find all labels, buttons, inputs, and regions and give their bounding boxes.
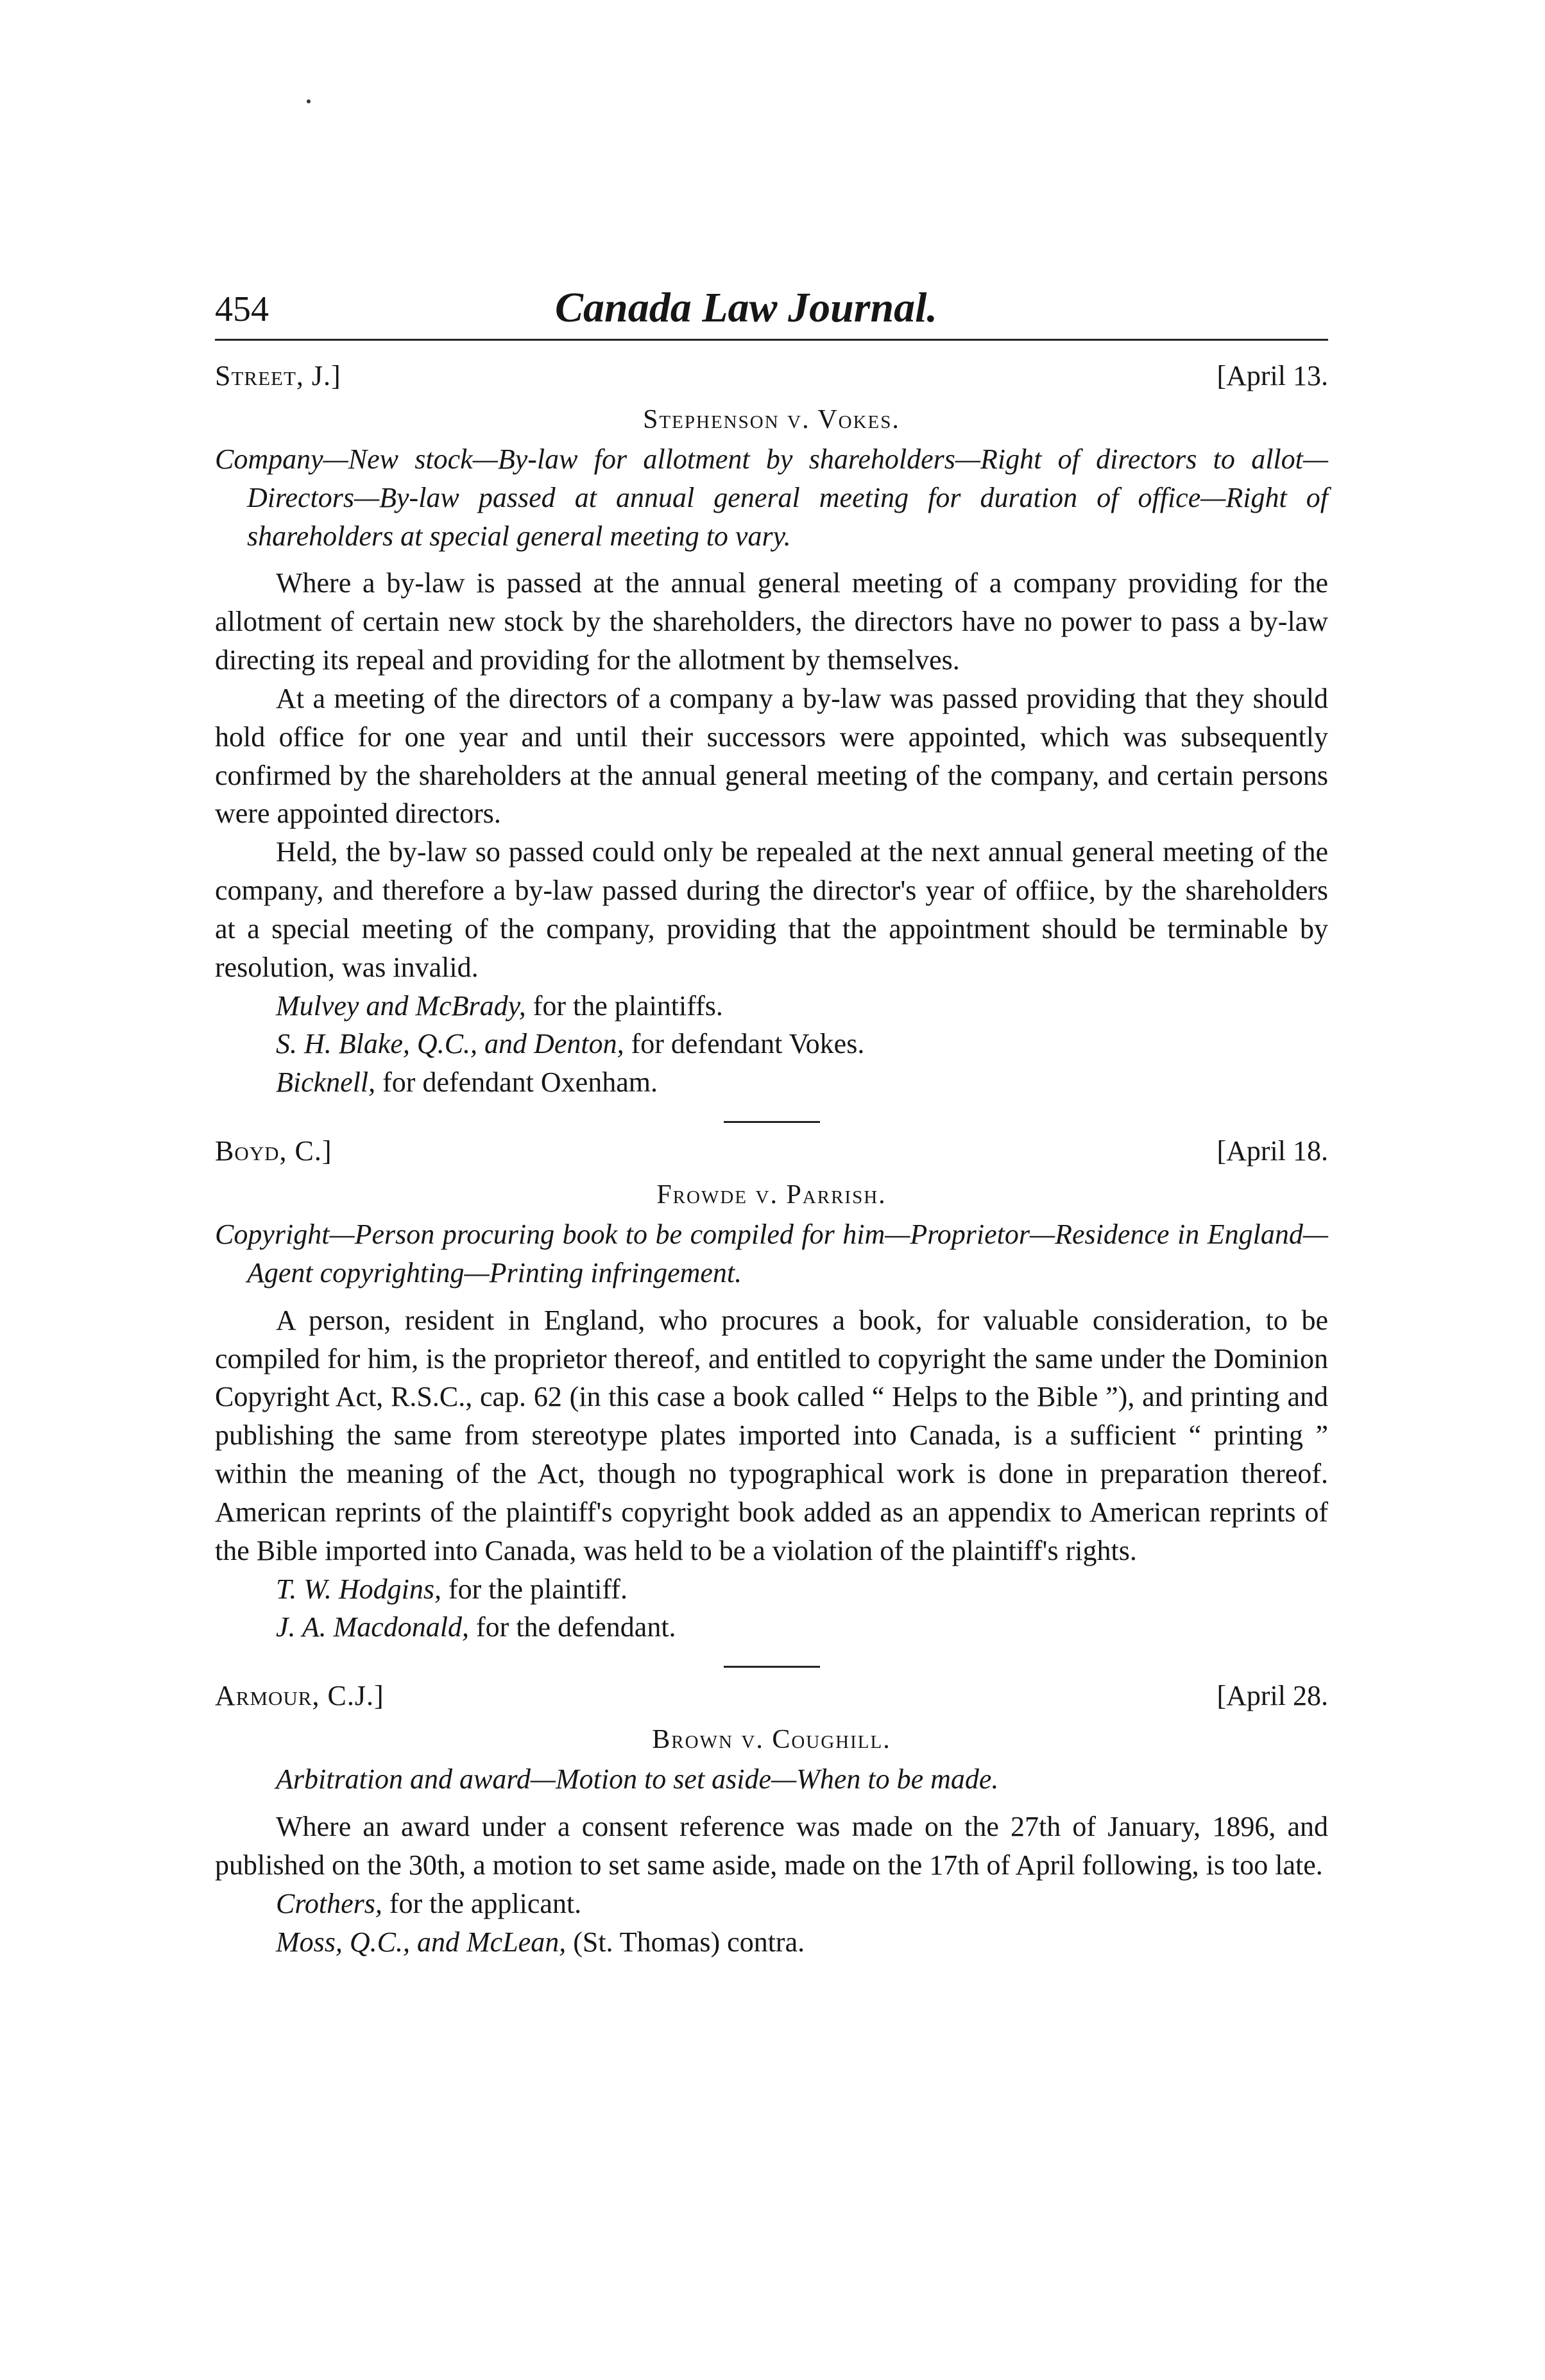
counsel-line (215, 1885, 1328, 1923)
counsel-names: Crothers, (276, 1887, 382, 1919)
paragraph: Where an award under a consent reference was made on the 27th of January, 1896, and published on the 30th, a motion to set same aside, made on the 17th of April following, is too late. (215, 1811, 1328, 1881)
decision-date: [April 13. (1216, 360, 1328, 391)
counsel-role: for the plaintiff. (441, 1573, 627, 1605)
counsel-names: Moss, Q.C., and McLean, (276, 1926, 567, 1958)
counsel-names: T. W. Hodgins, (276, 1573, 441, 1605)
journal-page (215, 270, 1328, 1961)
counsel-role: for the defendant. (469, 1611, 676, 1643)
case-stephenson-v-vokes (215, 359, 1328, 1102)
case-separator (724, 1121, 820, 1123)
headnote: Arbitration and award—Motion to set aside—When to be made. (276, 1763, 999, 1795)
paragraph: At a meeting of the directors of a company a by-law was passed providing that they should hold office for one year and until their successors were appointed, which was subsequently confirmed by the shareholders at the annual general meeting of the company, and certain persons were appointed directors. (215, 682, 1328, 830)
counsel-names: J. A. Macdonald, (276, 1611, 470, 1643)
counsel-line (215, 1570, 1328, 1609)
court-line (215, 359, 1328, 404)
counsel-names: Bicknell, (276, 1066, 376, 1099)
case-name: Stephenson v. Vokes. (643, 405, 900, 434)
journal-title: Canada Law Journal. (555, 284, 937, 331)
court-line (215, 1134, 1328, 1179)
counsel-names: S. H. Blake, Q.C., and Denton, (276, 1028, 624, 1060)
case-separator (724, 1666, 820, 1668)
paragraph: Held, the by-law so passed could only be repealed at the next annual general meeting of the company, and therefore a by-law passed during the director's year of offiice, by the shareholders at a special meeting of the company, providing that the appointment should be terminable by resolution, was invalid. (215, 836, 1328, 983)
judge: Street, J.] (215, 360, 341, 391)
counsel-role: (St. Thomas) contra. (566, 1926, 805, 1958)
counsel-role: for defendant Vokes. (624, 1028, 865, 1060)
counsel-line (215, 987, 1328, 1025)
counsel-line (215, 1025, 1328, 1063)
header-rule (215, 339, 1328, 341)
counsel-line (215, 1063, 1328, 1102)
counsel-role: for the plaintiffs. (525, 989, 723, 1022)
judge: Boyd, C.] (215, 1135, 332, 1167)
headnote: Copyright—Person procuring book to be compiled for him—Proprietor—Residence in England—Agent copyrighting—Printing infringement. (215, 1219, 1328, 1288)
counsel-role: for defendant Oxenham. (375, 1066, 658, 1099)
case-brown-v-coughill (215, 1679, 1328, 1961)
counsel-line (215, 1923, 1328, 1962)
case-name: Brown v. Coughill. (652, 1725, 891, 1755)
headnote: Company—New stock—By-law for allotment by shareholders—Right of directors to allot—Directors—By-law passed at annual general meeting for duration of office—Right of shareholders at special general meeting to vary. (215, 443, 1328, 552)
case-frowde-v-parrish (215, 1134, 1328, 1647)
counsel-role: for the applicant. (382, 1887, 582, 1919)
scan-speck (307, 99, 311, 103)
decision-date: [April 28. (1216, 1680, 1328, 1712)
case-name: Frowde v. Parrish. (656, 1180, 887, 1210)
counsel-line (215, 1608, 1328, 1647)
judge: Armour, C.J.] (215, 1680, 384, 1712)
court-line (215, 1679, 1328, 1724)
decision-date: [April 18. (1216, 1135, 1328, 1167)
running-head (215, 270, 1328, 340)
page-number: 454 (215, 289, 269, 329)
paragraph: Where a by-law is passed at the annual general meeting of a company providing for the allotment of certain new stock by the shareholders, the directors have no power to pass a by-law directing its repeal and providing for the allotment by themselves. (215, 567, 1328, 676)
counsel-names: Mulvey and McBrady, (276, 989, 526, 1022)
paragraph: A person, resident in England, who procures a book, for valuable consideration, to be compiled for him, is the proprietor thereof, and entitled to copyright the same under the Dominion Copyright Act, R.S.C., cap. 62 (in this case a book called “ Helps to the Bible ”), and printing and publishing the same from stereotype plates imported into Canada, is a sufficient “ printing ” within the meaning of the Act, though no typographical work is done in preparation thereof. American reprints of the plaintiff's copyright book added as an appendix to American reprints of the Bible imported into Canada, was held to be a violation of the plaintiff's rights. (215, 1304, 1328, 1566)
